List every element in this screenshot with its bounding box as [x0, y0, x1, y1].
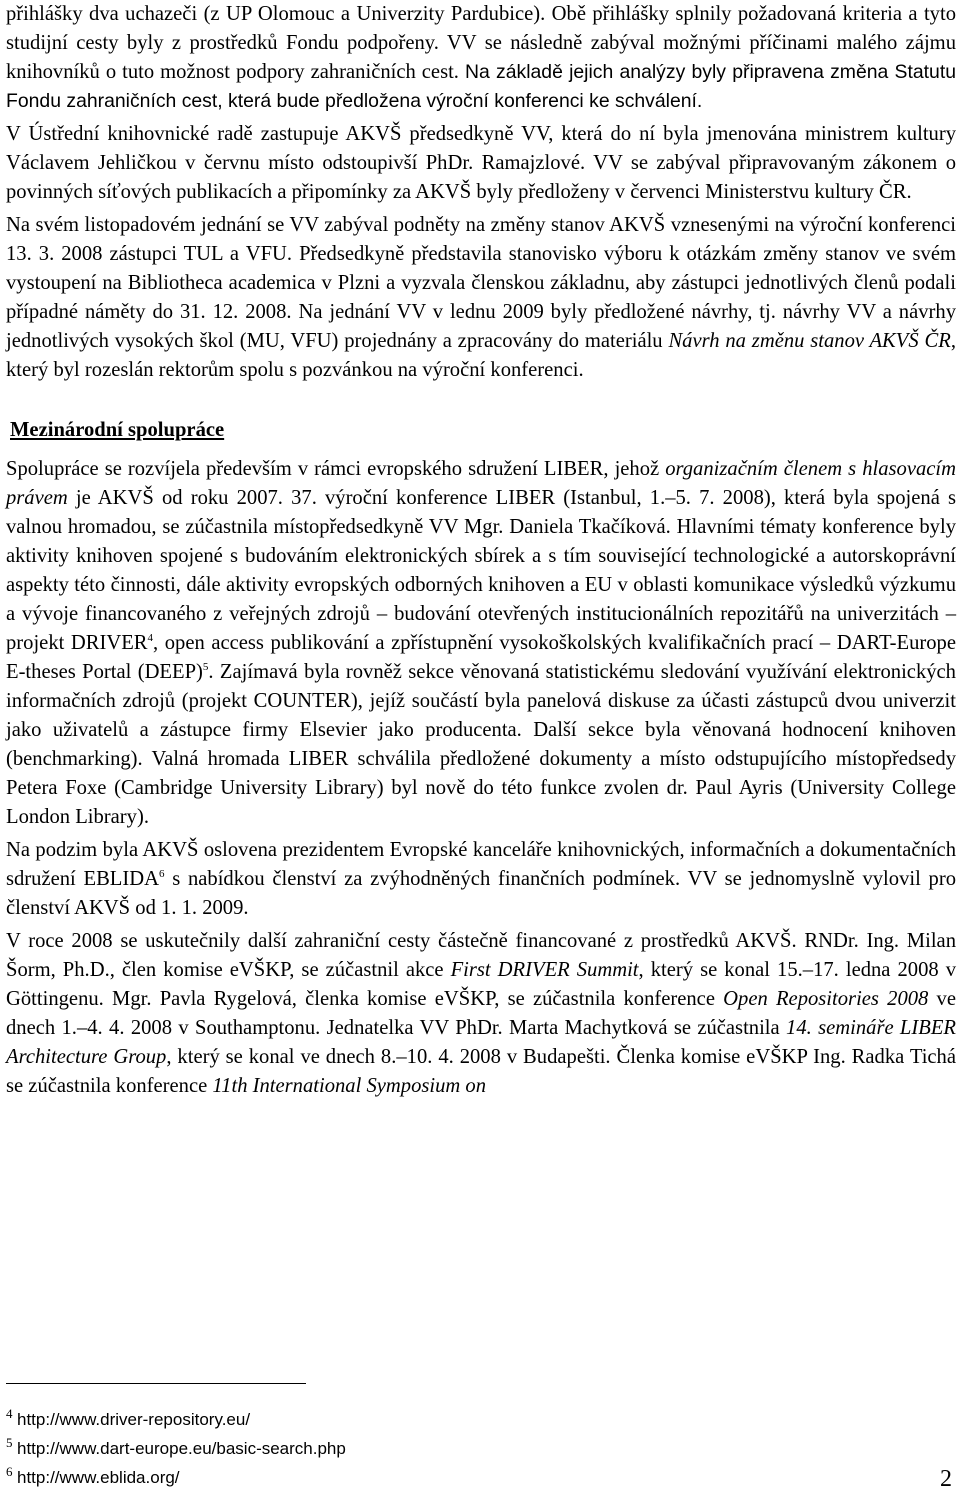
- footnote-5: [6, 1437, 346, 1460]
- section-heading-international-cooperation: Mezinárodní spolupráce: [10, 419, 225, 441]
- footnote-separator: [6, 1383, 306, 1384]
- footnote-ref-6[interactable]: 6: [159, 868, 165, 881]
- paragraph-fund-applications-text: přihlášky dva uchazeči (z UP Olomouc a Univerzity Pardubice). Obě přihlášky splnily požadovaná kriteria a tyto studijní cesty byly z prostředků Fondu podpořeny. VV se následně zabýval možnými příčinami malého zájmu knihovníků o tuto možnost podpory zahraničních cest.: [6, 3, 956, 83]
- document-page: [6, 0, 956, 1105]
- trips-text-d: , který se konal ve dnech 8.–10. 4. 2008 v Budapešti. Členka komise eVŠKP Ing. Radka Tichá se zúčastnila konference: [6, 1046, 956, 1097]
- footnote-ref-5[interactable]: 5: [202, 661, 209, 674]
- footnote-6: [6, 1466, 180, 1489]
- paragraph-fund-applications: [6, 0, 956, 116]
- liber-text-a: Spolupráce se rozvíjela především v rámci evropského sdružení LIBER, jehož: [6, 458, 666, 480]
- footnote-link[interactable]: http://www.eblida.org/: [17, 1468, 180, 1487]
- trips-text-b: , který se konal 15.–17. ledna 2008 v Göttingenu. Mgr. Pavla Rygelová, členka komise eVŠKP, se zúčastnila konference: [6, 959, 956, 1010]
- paragraph-statute-changes: [6, 211, 956, 385]
- footnote-ref-4[interactable]: 4: [147, 632, 154, 645]
- footnote-number: 5: [6, 1435, 13, 1450]
- paragraph-liber-cooperation: [6, 455, 956, 832]
- liber-membership-type: organizačním členem s hlasovacím právem: [6, 458, 956, 509]
- liber-text-d: . Zajímavá byla rovněž sekce věnovaná statistickému sledování využívání elektronických informačních zdrojů (projekt COUNTER), jejíž součástí byla panelová diskuse za účasti zástupců dvou univerzit jako uživatelů a zástupce firmy Elsevier jako producenta. Další sekce byla věnovaná hodnocení knihoven (benchmarking). Valná hromada LIBER schválila předložené dokumenty a místo odstupujícího místopředsedy Petera Foxe (Cambridge University Library) byl nově do této funkce zvolen dr. Paul Ayris (University College London Library).: [6, 661, 956, 828]
- event-driver-summit: First DRIVER Summit: [450, 959, 639, 981]
- footnote-number: 6: [6, 1464, 13, 1479]
- paragraph-central-library-council: V Ústřední knihovnické radě zastupuje AKVŠ předsedkyně VV, která do ní byla jmenována ministrem kultury Václavem Jehličkou v červnu místo odstoupivší PhDr. Ramajzlové. VV se zabýval připravovaným zákonem o povinných síťových publikacích a připomínky za AKVŠ byly předloženy v červenci Ministerstvu kultury ČR.: [6, 123, 956, 203]
- trips-text-c: ve dnech 1.–4. 4. 2008 v Southamptonu. Jednatelka VV PhDr. Marta Machytková se zúčastnila: [6, 988, 956, 1039]
- event-liber-architecture-group: 14. semináře LIBER Architecture Group: [6, 1017, 956, 1068]
- eblida-text-b: s nabídkou členství za zvýhodněných finančních podmínek. VV se jednomyslně vylovil pro členství AKVŠ od 1. 1. 2009.: [6, 868, 956, 919]
- event-international-symposium: 11th International Symposium on: [212, 1075, 487, 1097]
- paragraph-statute-changes-end: , který byl rozeslán rektorům spolu s pozvánkou na výroční konferenci.: [6, 330, 956, 381]
- paragraph-foreign-trips: [6, 927, 956, 1101]
- liber-text-b: je AKVŠ od roku 2007. 37. výroční konference LIBER (Istanbul, 1.–5. 7. 2008), která byla spojená s valnou hromadou, se zúčastnila místopředsedkyně VV Mgr. Daniela Tkačíková. Hlavními tématy konference byly aktivity knihoven spojené s budováním elektronických sbírek a s tím související technologické a autorskoprávní aspekty této činnosti, dále aktivity evropských odborných knihoven a EU v oblasti komunikace výsledků výzkumu a vývoje financovaného z veřejných zdrojů – budování otevřených institucionálních repozitářů na univerzitách – projekt DRIVER: [6, 487, 956, 654]
- footnote-link[interactable]: http://www.driver-repository.eu/: [17, 1410, 251, 1429]
- paragraph-eblida: [6, 836, 956, 923]
- footnote-number: 4: [6, 1406, 13, 1421]
- liber-text-c: , open access publikování a zpřístupnění vysokoškolských kvalifikačních prací – DART-Europe E-theses Portal (DEEP): [6, 632, 956, 683]
- footnote-4: [6, 1408, 250, 1431]
- eblida-text-a: Na podzim byla AKVŠ oslovena prezidentem Evropské kanceláře knihovnických, informačních a dokumentačních sdružení EBLIDA: [6, 839, 956, 890]
- footnote-link[interactable]: http://www.dart-europe.eu/basic-search.php: [17, 1439, 346, 1458]
- paragraph-fund-statute-text: Na základě jejich analýzy byly připravena změna Statutu Fondu zahraničních cest, která bude předložena výroční konferenci ke schválení.: [6, 61, 956, 112]
- paragraph-statute-changes-text: Na svém listopadovém jednání se VV zabýval podněty na změny stanov AKVŠ vznesenými na výroční konferenci 13. 3. 2008 zástupci TUL a VFU. Předsedkyně představila stanovisko výboru k otázkám změny stanov ve svém vystoupení na Bibliotheca academica v Plzni a vyzvala členskou základnu, aby zástupci jednotlivých členů podali případné náměty do 31. 12. 2008. Na jednání VV v lednu 2009 byly předložené návrhy, tj. návrhy VV a návrhy jednotlivých vysokých škol (MU, VFU) projednány a zpracovány do materiálu: [6, 214, 956, 352]
- trips-text-a: V roce 2008 se uskutečnily další zahraniční cesty částečně financované z prostředků AKVŠ. RNDr. Ing. Milan Šorm, Ph.D., člen komise eVŠKP, se zúčastnil akce: [6, 930, 956, 981]
- page-number: 2: [940, 1466, 952, 1492]
- event-open-repositories: Open Repositories 2008: [723, 988, 929, 1010]
- statute-proposal-title: Návrh na změnu stanov AKVŠ ČR: [668, 330, 951, 352]
